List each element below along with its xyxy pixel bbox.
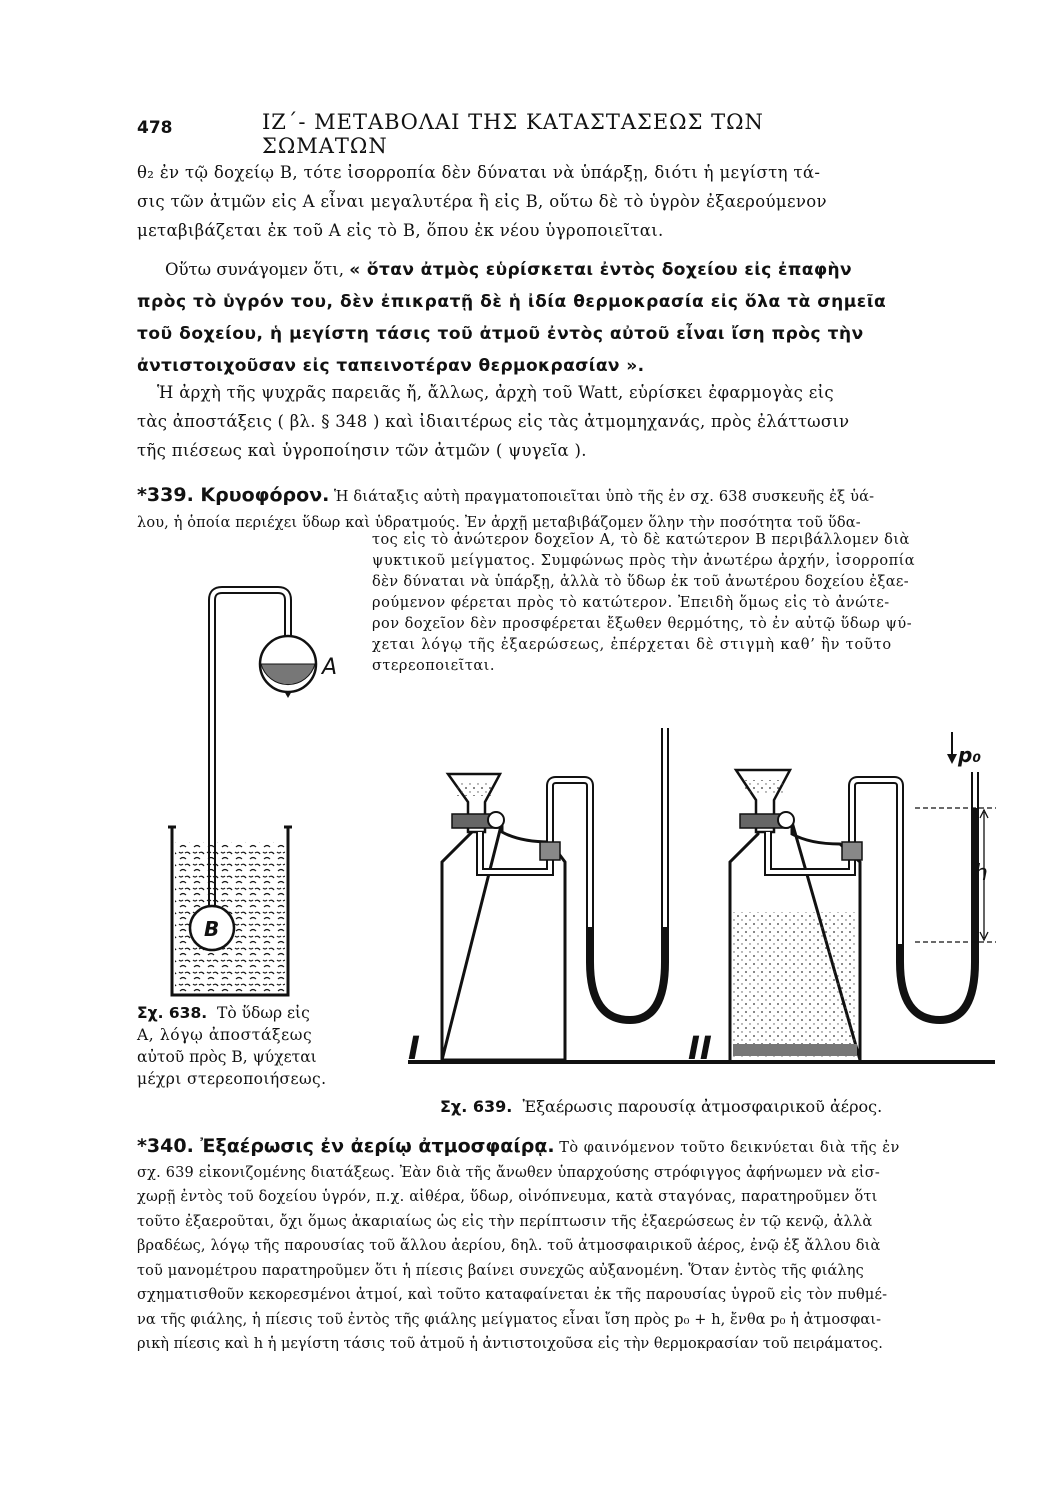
principle-bold-text: ἀντιστοιχοῦσαν εἰς ταπεινοτέραν θερμοκρασίαν ». bbox=[137, 356, 645, 376]
caption-line: Τὸ ὕδωρ εἰς bbox=[216, 1004, 310, 1022]
label-i: I bbox=[408, 1029, 420, 1067]
text-line: ψυκτικοῦ μείγματος. Συμφώνως πρὸς τὴν ἀνωτέρω ἀρχήν, ἰσορροπία bbox=[372, 553, 916, 569]
figure-639-caption bbox=[440, 1096, 1000, 1118]
page-header bbox=[137, 108, 877, 158]
caption-text: Ἐξαέρωσις παρουσίᾳ ἀτμοσφαιρικοῦ ἀέρος. bbox=[522, 1097, 883, 1116]
section-339-side-text bbox=[372, 530, 1022, 677]
principle-bold-text: τοῦ δοχείου, ἡ μεγίστη τάσις τοῦ ἀτμοῦ ἐντὸς αὐτοῦ εἶναι ἴση πρὸς τὴν bbox=[137, 324, 864, 344]
text-line: τοῦτο ἐξαεροῦται, ὄχι ὅμως ἀκαριαίως ὡς εἰς τὴν περίπτωσιν τῆς ἐξαερώσεως ἐν τῷ κενῷ, ἀλλὰ bbox=[137, 1213, 873, 1230]
text-line: Τὸ φαινόμενον τοῦτο δεικνύεται διὰ τῆς ἐν bbox=[559, 1140, 900, 1156]
text-line: τῆς πιέσεως καὶ ὑγροποίησιν τῶν ἀτμῶν ( ψυγεῖα ). bbox=[137, 441, 587, 460]
figure-638-cryophorus bbox=[150, 580, 370, 1005]
page-number: 478 bbox=[137, 118, 173, 138]
caption-line: μέχρι στερεοποιήσεως. bbox=[137, 1070, 327, 1088]
section-339-heading: *339. Κρυοφόρον. bbox=[137, 484, 330, 506]
section-340 bbox=[137, 1134, 1017, 1357]
principle-paragraph bbox=[137, 254, 1007, 382]
label-b: B bbox=[204, 917, 220, 941]
section-339 bbox=[137, 482, 1007, 536]
text-line: ρικὴ πίεσις καὶ h ἡ μεγίστη τάσις τοῦ ἀτμοῦ ἡ ἀντιστοιχοῦσα εἰς τὴν θερμοκρασίαν τοῦ πειράματος. bbox=[137, 1336, 883, 1352]
principle-bold-text: πρὸς τὸ ὑγρόν του, δὲν ἐπικρατῇ δὲ ἡ ἰδία θερμοκρασία εἰς ὅλα τὰ σημεῖα bbox=[137, 292, 887, 312]
figure-638-caption bbox=[137, 1002, 342, 1090]
text-line: σις τῶν ἀτμῶν εἰς Α εἶναι μεγαλυτέρα ἢ εἰς Β, οὕτω δὲ τὸ ὑγρὸν ἐξαερούμενον bbox=[137, 192, 827, 211]
text-line: σχ. 639 εἰκονιζομένης διατάξεως. Ἐὰν διὰ τῆς ἄνωθεν ὑπαρχούσης στρόφιγγος ἀφήνωμεν νὰ εἰσ- bbox=[137, 1164, 880, 1181]
text-line: τος εἰς τὸ ἀνώτερον δοχεῖον Α, τὸ δὲ κατώτερον Β περιβάλλομεν διὰ bbox=[372, 532, 910, 548]
text-line: τὰς ἀποστάξεις ( βλ. § 348 ) καὶ ἰδιαιτέρως εἰς τὰς ἀτμομηχανάς, πρὸς ἐλάττωσιν bbox=[137, 412, 850, 431]
text-line: βραδέως, λόγῳ τῆς παρουσίας τοῦ ἄλλου ἀερίου, δηλ. τοῦ ἀτμοσφαιρικοῦ ἀέρος, ἐνῷ ἐξ ἄλλου διὰ bbox=[137, 1238, 881, 1254]
intro-paragraph bbox=[137, 158, 1007, 245]
principle-bold-text: « ὅταν ἀτμὸς εὑρίσκεται ἐντὸς δοχείου εἰς ἐπαφὴν bbox=[349, 260, 853, 280]
figure-639-apparatus bbox=[400, 722, 1010, 1092]
text-line: χωρῇ ἐντὸς τοῦ δοχείου ὑγρόν, π.χ. αἰθέρα, ὕδωρ, οἰνόπνευμα, κατὰ σταγόνας, παρατηροῦμεν ὅτι bbox=[137, 1189, 878, 1205]
label-p0: p₀ bbox=[958, 743, 982, 767]
text-line: σχηματισθοῦν κεκορεσμένοι ἀτμοί, καὶ τοῦτο καταφαίνεται ἐκ τῆς παρουσίας ὑγροῦ εἰς τὸν πυθμέ- bbox=[137, 1287, 888, 1303]
text-line: Ἡ ἀρχὴ τῆς ψυχρᾶς παρειᾶς ἤ, ἄλλως, ἀρχὴ τοῦ Watt, εὑρίσκει ἐφαρμογὰς εἰς bbox=[157, 383, 834, 402]
text-line: μεταβιβάζεται ἐκ τοῦ Α εἰς τὸ Β, ὅπου ἐκ νέου ὑγροποιεῖται. bbox=[137, 221, 664, 240]
section-340-heading: *340. Ἐξαέρωσις ἐν ἀερίῳ ἀτμοσφαίρᾳ. bbox=[137, 1135, 555, 1157]
text-line: λου, ἡ ὁποία περιέχει ὕδωρ καὶ ὑδρατμούς. Ἐν ἀρχῇ μεταβιβάζομεν ὅλην τὴν ποσότητα τοῦ ὕδα- bbox=[137, 515, 861, 531]
label-ii: II bbox=[688, 1029, 712, 1067]
caption-line: Α, λόγῳ ἀποστάξεως bbox=[137, 1026, 313, 1044]
label-h: h bbox=[974, 861, 988, 886]
liquid-layer bbox=[733, 1044, 857, 1056]
running-head: ΙΖ΄- ΜΕΤΑΒΟΛΑΙ ΤΗΣ ΚΑΤΑΣΤΑΣΕΩΣ ΤΩΝ ΣΩΜΑΤΩΝ bbox=[262, 110, 764, 158]
vapor-liquid-fill bbox=[733, 912, 857, 1057]
text-line: ρον δοχεῖον δὲν προσφέρεται ἔξωθεν θερμότης, τὸ ἐν αὐτῷ ὕδωρ ψύ- bbox=[372, 616, 913, 632]
watt-paragraph bbox=[137, 378, 1007, 465]
text-line: Ἡ διάταξις αὐτὴ πραγματοποιεῖται ὑπὸ τῆς ἐν σχ. 638 συσκευῆς ἐξ ὑά- bbox=[333, 489, 875, 505]
caption-label: Σχ. 639. bbox=[440, 1097, 513, 1116]
text-line: θ₂ ἐν τῷ δοχείῳ Β, τότε ἰσορροπία δὲν δύναται νὰ ὑπάρξῃ, διότι ἡ μεγίστη τά- bbox=[137, 163, 821, 182]
text-line: χεται λόγῳ τῆς ἐξαερώσεως, ἐπέρχεται δὲ στιγμὴ καθ’ ἣν τοῦτο bbox=[372, 637, 892, 653]
principle-lead: Οὕτω συνάγομεν ὅτι, bbox=[165, 260, 350, 279]
caption-label: Σχ. 638. bbox=[137, 1004, 208, 1022]
caption-line: αὐτοῦ πρὸς Β, ψύχεται bbox=[137, 1048, 317, 1066]
text-line: στερεοποιεῖται. bbox=[372, 658, 495, 674]
text-line: δὲν δύναται νὰ ὑπάρξῃ, ἀλλὰ τὸ ὕδωρ ἐκ τοῦ ἀνωτέρου δοχείου ἐξαε- bbox=[372, 574, 909, 590]
text-line: ρούμενον φέρεται πρὸς τὸ κατώτερον. Ἐπειδὴ ὅμως εἰς τὸ ἀνώτε- bbox=[372, 595, 890, 611]
text-line: τοῦ μανομέτρου παρατηροῦμεν ὅτι ἡ πίεσις βαίνει συνεχῶς αὐξανομένη. Ὅταν ἐντὸς τῆς φιάλης bbox=[137, 1262, 864, 1279]
label-a: A bbox=[322, 655, 338, 680]
text-line: να τῆς φιάλης, ἡ πίεσις τοῦ ἐντὸς τῆς φιάλης μείγματος εἶναι ἴση πρὸς p₀ + h, ἔνθα p₀ ἡ ἀτμοσφαι- bbox=[137, 1311, 882, 1328]
